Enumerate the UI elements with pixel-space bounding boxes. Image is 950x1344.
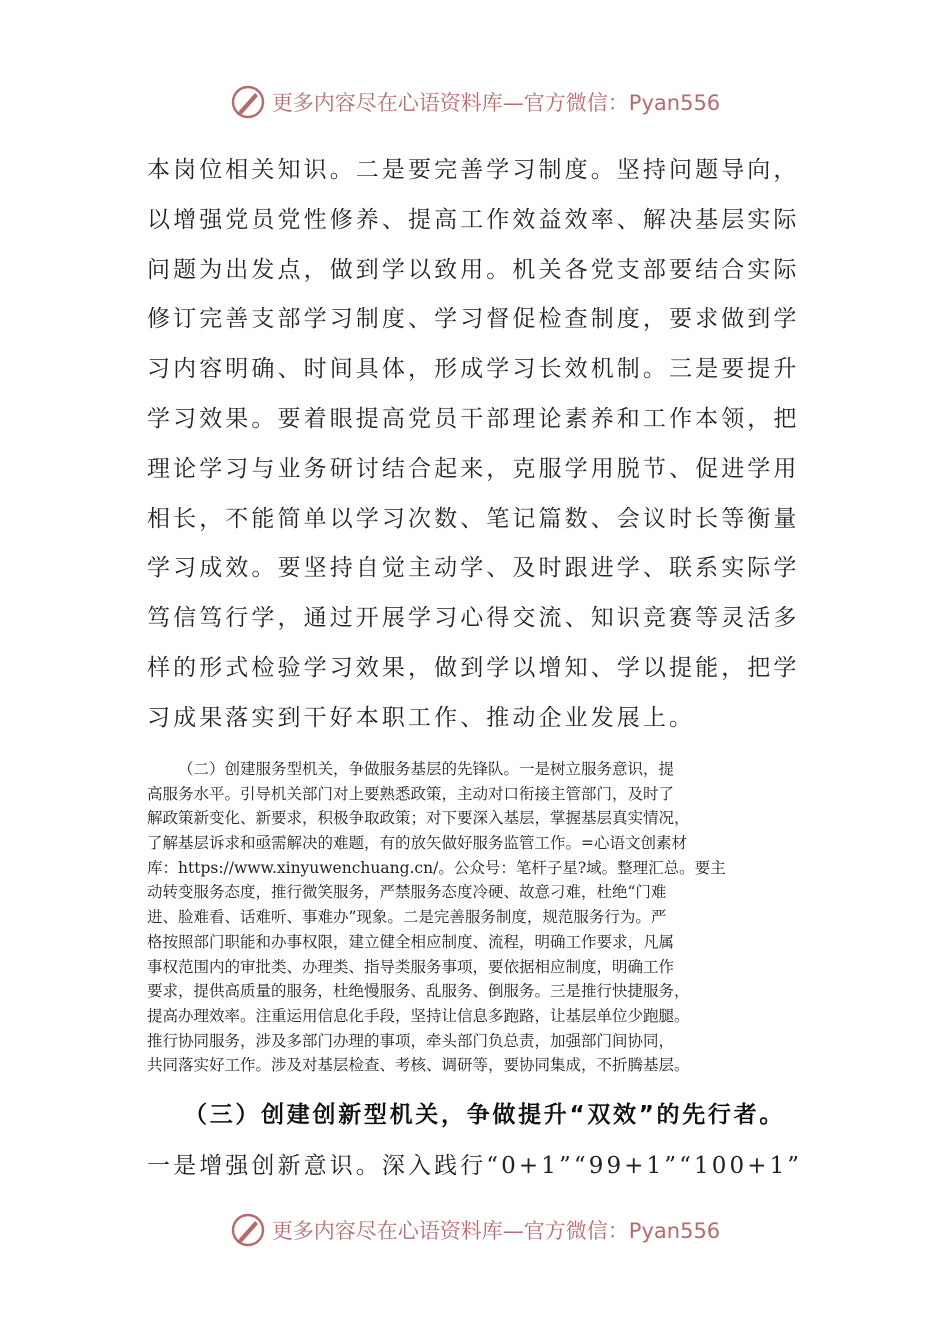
- pen-logo-icon: [230, 84, 266, 120]
- section-two-line: 解政策新变化、新要求，积极争取政策；对下要深入基层，掌握基层真实情况，: [147, 809, 690, 828]
- section-two-line: 库：https://www.xinyuwenchuang.cn/。公众号：笔杆子星?域。整理汇总。要主: [147, 858, 726, 877]
- section-two-line: （二）创建服务型机关，争做服务基层的先锋队。一是树立服务意识，提: [178, 760, 675, 778]
- section-two-line: 格按照部门职能和办事权限，建立健全相应制度、流程，明确工作要求，凡属: [147, 932, 675, 951]
- paragraph-line: 样的形式检验学习效果，做到学以增知、学以提能，把学: [147, 654, 800, 681]
- paragraph-line: 本岗位相关知识。二是要完善学习制度。坚持问题导向，: [147, 157, 800, 183]
- section-two-line: 要求，提供高质量的服务，杜绝慢服务、乱服务、倒服务。三是推行快捷服务，: [147, 982, 690, 1001]
- watermark-text: 更多内容尽在心语资料库—官方微信：Pyan556: [271, 91, 721, 115]
- section-two-line: 进、脸难看、话难听、事难办”现象。二是完善服务制度，规范服务行为。严: [147, 908, 667, 927]
- section-two-line: 动转变服务态度，推行微笑服务，严禁服务态度冷硬、故意刁难，杜绝“门难: [147, 883, 667, 902]
- section-two-paragraph: [147, 757, 827, 1078]
- paragraph-line: 习内容明确、时间具体，形成学习长效机制。三是要提升: [147, 356, 800, 383]
- watermark-group: [230, 84, 720, 120]
- section-two-line: 高服务水平。引导机关部门对上要熟悉政策，主动对口衔接主管部门，及时了: [147, 784, 675, 803]
- section-three-first-line: 一是增强创新意识。深入践行“0+1”“99+1”“100+1”: [147, 1153, 803, 1179]
- watermark-group: [230, 1212, 720, 1248]
- paragraph-line: 理论学习与业务研讨结合起来，克服学用脱节、促进学用: [147, 455, 800, 482]
- watermark-text: 更多内容尽在心语资料库—官方微信：Pyan556: [271, 1219, 721, 1243]
- section-two-line: 共同落实好工作。涉及对基层检查、考核、调研等，要协同集成，不折腾基层。: [147, 1056, 690, 1075]
- paragraph-line: 学习效果。要着眼提高党员干部理论素养和工作本领，把: [147, 405, 800, 432]
- footer-watermark-banner: [0, 1210, 950, 1250]
- section-two-line: 提高办理效率。注重运用信息化手段，坚持让信息多跑路，让基层单位少跑腿。: [147, 1006, 690, 1025]
- paragraph-line: 习成果落实到干好本职工作、推动企业发展上。: [147, 704, 696, 731]
- section-two-line: 了解基层诉求和亟需解决的难题，有的放矢做好服务监管工作。=心语文创素材: [147, 834, 687, 853]
- paragraph-line: 修订完善支部学习制度、学习督促检查制度，要求做到学: [147, 306, 800, 333]
- header-watermark-banner: [0, 82, 950, 122]
- paragraph-line: 相长，不能简单以学习次数、笔记篇数、会议时长等衡量: [147, 505, 800, 532]
- pen-logo-icon: [230, 1212, 266, 1248]
- main-paragraph: [147, 146, 807, 744]
- paragraph-line: 以增强党员党性修养、提高工作效益效率、解决基层实际: [147, 206, 800, 233]
- section-two-line: 推行协同服务，涉及多部门办理的事项，牵头部门负总责，加强部门间协同，: [147, 1031, 675, 1050]
- paragraph-line: 问题为出发点，做到学以致用。机关各党支部要结合实际: [147, 256, 800, 283]
- paragraph-line: 笃信笃行学，通过开展学习心得交流、知识竞赛等灵活多: [147, 605, 800, 632]
- section-two-line: 事权范围内的审批类、办理类、指导类服务事项，要依据相应制度，明确工作: [147, 957, 675, 976]
- paragraph-line: 学习成效。要坚持自觉主动学、及时跟进学、联系实际学: [147, 555, 800, 582]
- section-three-heading: （三）创建创新型机关，争做提升“双效”的先行者。: [184, 1102, 786, 1128]
